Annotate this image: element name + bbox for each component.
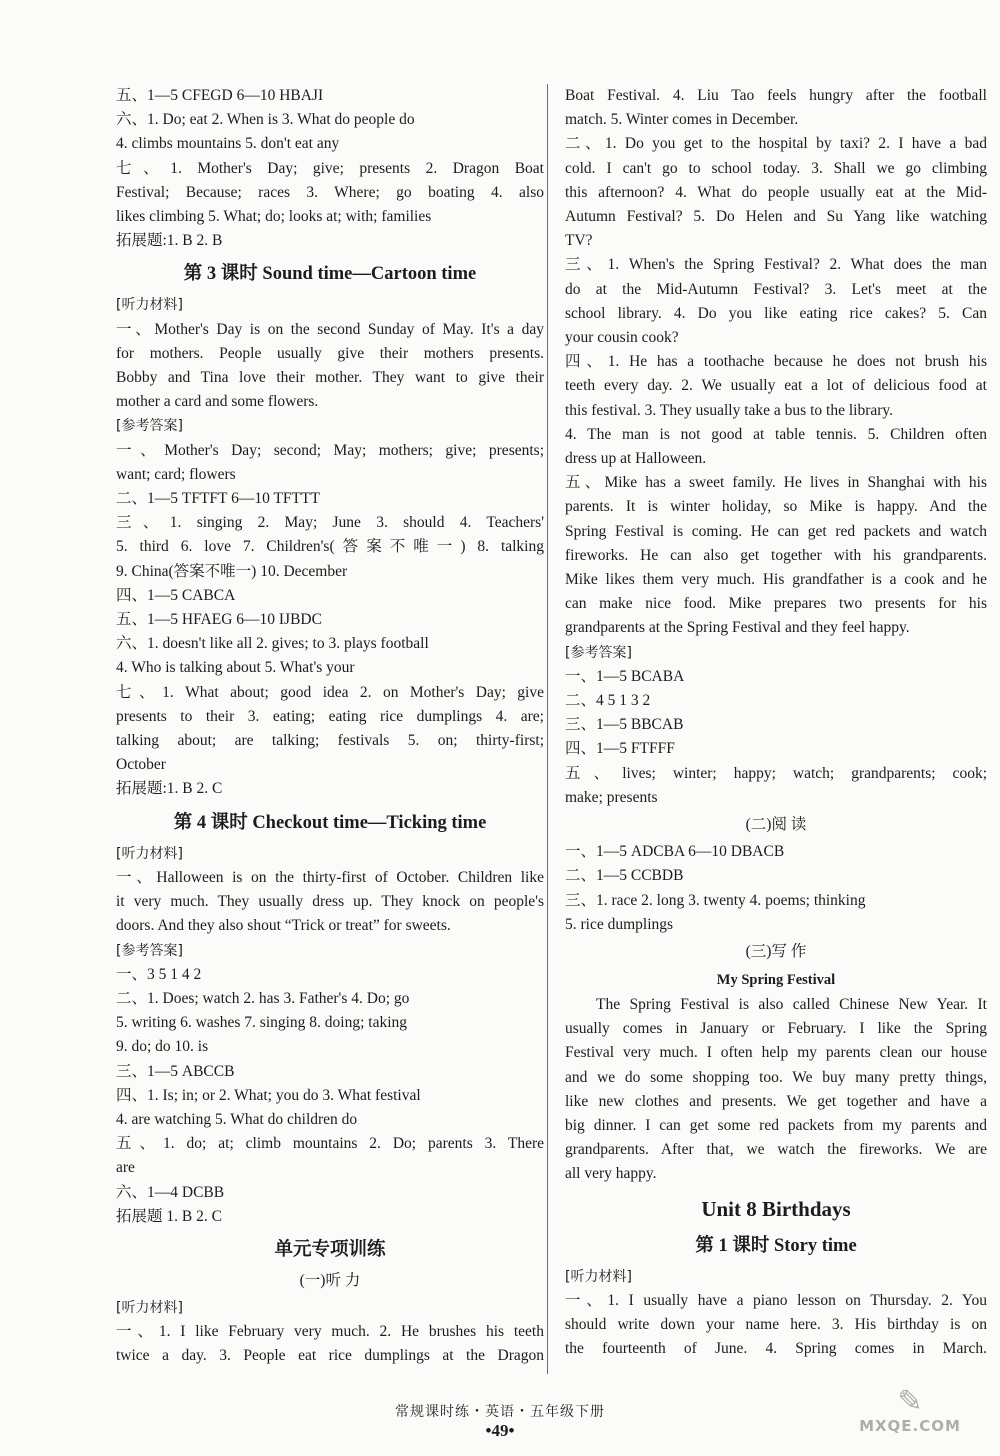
text-line: 5. third 6. love 7. Children's(答案不唯一) 8. talking <box>116 538 544 556</box>
text-line: 5. writing 6. washes 7. singing 8. doing; taking <box>116 1014 408 1032</box>
text-line: 五、lives; winter; happy; watch; grandparents; cook; <box>565 764 987 782</box>
footer-book-title: 常规课时练・英语・五年级下册 <box>395 1404 605 1420</box>
left-column <box>116 84 544 1369</box>
text-line: like new clothes and presents. We get together and have a <box>565 1092 987 1110</box>
text-line: parents. It is winter holiday, so Mike is happy. And the <box>565 498 987 516</box>
text-line: grandparents at the Spring Festival and they feel happy. <box>565 619 910 637</box>
text-line: 一、Halloween is on the thirty-first of October. Children like <box>116 868 544 886</box>
text-line: the fourteenth of June. 4. Spring comes in March. <box>565 1340 987 1358</box>
text-line: 五、1—5 CFEGD 6—10 HBAJI <box>116 87 324 104</box>
text-line: match. 5. Winter comes in December. <box>565 111 799 129</box>
unit-title: Unit 8 Birthdays <box>701 1196 851 1221</box>
text-line: usually comes in January or February. I like the Spring <box>565 1020 987 1038</box>
text-line: 三、1. When's the Spring Festival? 2. What does the man <box>565 256 987 274</box>
text-line: all very happy. <box>565 1165 657 1183</box>
text-line: Mike likes them very much. His grandfather is a cook and he <box>565 571 987 589</box>
text-line: 二、1—5 TFTFT 6—10 TFTTT <box>116 490 320 508</box>
text-line: 三、1. race 2. long 3. twenty 4. poems; thinking <box>565 891 866 909</box>
column-divider <box>547 84 548 1374</box>
subsection-heading: (一)听 力 <box>299 1271 361 1289</box>
answer-stamp-icon: ✎ <box>897 1384 923 1419</box>
text-line: 二、1—5 CCBDB <box>565 867 684 885</box>
text-line: 六、1. doesn't like all 2. gives; to 3. plays football <box>116 635 429 653</box>
text-line: 七、1. What about; good idea 2. on Mother's Day; give <box>116 683 544 701</box>
text-line: talking about; are talking; festivals 5. on; thirty-first; <box>116 732 544 750</box>
text-line: 四、1. Is; in; or 2. What; you do 3. What festival <box>116 1086 421 1104</box>
bracket-label: [听力材料] <box>116 845 183 862</box>
text-line: 四、1—5 CABCA <box>116 586 236 604</box>
text-line: presents to their 3. eating; eating rice dumplings 4. are; <box>116 707 544 725</box>
section-heading: 第 1 课时 Story time <box>695 1235 857 1256</box>
text-line: Festival; Because; races 3. Where; go boating 4. also <box>116 183 544 201</box>
subsection-heading: (二)阅 读 <box>745 816 807 834</box>
watermark <box>840 1386 980 1436</box>
section-heading: 第 4 课时 Checkout time—Ticking time <box>173 812 487 833</box>
bracket-label: [参考答案] <box>565 644 632 661</box>
text-line: fireworks. He can also get together with his grandparents. <box>565 546 987 564</box>
right-column <box>565 84 987 1361</box>
text-line: 五、1—5 HFAEG 6—10 IJBDC <box>116 611 322 629</box>
text-line: October <box>116 756 166 774</box>
text-line: 4. are watching 5. What do children do <box>116 1110 358 1128</box>
text-line: Boat Festival. 4. Liu Tao feels hungry after the football <box>565 87 987 104</box>
text-line: doors. And they also shout “Trick or treat” for sweets. <box>116 917 451 935</box>
text-line: 拓展题:1. B 2. B <box>116 232 223 250</box>
text-line: Bobby and Tina love their mother. They want to give their <box>116 369 544 387</box>
text-line: 9. China(答案不唯一) 10. December <box>116 562 348 580</box>
text-line: can make nice food. Mike prepares two presents for his <box>565 595 987 613</box>
subsection-heading: (三)写 作 <box>745 942 807 960</box>
text-line: 一、Mother's Day is on the second Sunday of May. It's a day <box>116 320 544 338</box>
text-line: 拓展题 1. B 2. C <box>116 1207 222 1225</box>
text-line: dress up at Halloween. <box>565 450 707 468</box>
text-line: it very much. They usually dress up. They knock on people's <box>116 893 544 911</box>
text-line: make; presents <box>565 788 658 806</box>
text-line: 4. The man is not good at table tennis. 5. Children often <box>565 425 987 443</box>
text-line: teeth every day. 2. We usually eat a lot of delicious food at <box>565 377 987 395</box>
text-line: your cousin cook? <box>565 329 679 347</box>
text-line: 二、1. Does; watch 2. has 3. Father's 4. Do; go <box>116 989 410 1007</box>
text-line: this festival. 3. They usually take a bus to the library. <box>565 401 894 419</box>
text-line: The Spring Festival is also called Chinese New Year. It <box>596 995 987 1013</box>
text-line: 四、1—5 FTFFF <box>565 740 675 758</box>
text-line: 四、1. He has a toothache because he does not brush his <box>565 353 987 371</box>
footer-page-number: •49• <box>485 1421 515 1440</box>
text-line: twice a day. 3. People eat rice dumplings at the Dragon <box>116 1347 544 1365</box>
text-line: want; card; flowers <box>116 465 236 483</box>
text-line: 二、1. Do you get to the hospital by taxi? 2. I have a bad <box>565 135 987 153</box>
text-line: 六、1. Do; eat 2. When is 3. What do people do <box>116 111 415 129</box>
text-line: 拓展题:1. B 2. C <box>116 780 223 798</box>
text-line: 五、Mike has a sweet family. He lives in Shanghai with his <box>565 474 987 492</box>
watermark-text: MXQE.COM <box>859 1417 961 1435</box>
text-line: cold. I can't go to school today. 3. Shall we go climbing <box>565 159 987 177</box>
text-line: mother a card and some flowers. <box>116 393 319 411</box>
text-line: this afternoon? 4. What do people usually eat at the Mid- <box>565 183 987 201</box>
text-line: big dinner. I can get some red packets from my parents and <box>565 1116 987 1134</box>
text-line: Festival very much. I often help my parents clean our house <box>565 1044 987 1062</box>
bracket-label: [听力材料] <box>116 1299 183 1316</box>
text-line: 一、1. I usually have a piano lesson on Thursday. 2. You <box>565 1291 987 1309</box>
text-line: 4. climbs mountains 5. don't eat any <box>116 135 340 153</box>
text-line: 三、1—5 BBCAB <box>565 716 684 734</box>
text-line: 一、1—5 ADCBA 6—10 DBACB <box>565 843 785 861</box>
text-line: Spring Festival is coming. He can get red packets and watch <box>565 522 987 540</box>
text-line: likes climbing 5. What; do; looks at; with; families <box>116 208 432 226</box>
text-line: for mothers. People usually give their mothers presents. <box>116 344 544 362</box>
text-line: 9. do; do 10. is <box>116 1038 209 1056</box>
text-line: 七、1. Mother's Day; give; presents 2. Dragon Boat <box>116 159 544 177</box>
text-line: 二、4 5 1 3 2 <box>565 692 651 710</box>
text-line: TV? <box>565 232 593 250</box>
text-line: 一、1. I like February very much. 2. He brushes his teeth <box>116 1323 544 1341</box>
text-line: should write down your name here. 3. His birthday is on <box>565 1315 987 1333</box>
text-line: do at the Mid-Autumn Festival? 3. Let's meet at the <box>565 280 987 298</box>
bracket-label: [听力材料] <box>116 297 183 314</box>
bracket-label: [听力材料] <box>565 1268 632 1285</box>
text-line: grandparents. After that, we watch the fireworks. We are <box>565 1141 987 1159</box>
text-line: are <box>116 1159 135 1177</box>
text-line: and we do some shopping too. We buy many pretty things, <box>565 1068 987 1086</box>
text-line: 三、1—5 ABCCB <box>116 1062 235 1080</box>
text-line: Autumn Festival? 5. Do Helen and Su Yang like watching <box>565 208 987 226</box>
bracket-label: [参考答案] <box>116 942 183 959</box>
text-line: 三、1. singing 2. May; June 3. should 4. Teachers' <box>116 514 544 532</box>
text-line: 一、3 5 1 4 2 <box>116 965 202 983</box>
text-line: 一、Mother's Day; second; May; mothers; give; presents; <box>116 441 544 459</box>
text-line: school library. 4. Do you like eating rice cakes? 5. Can <box>565 304 987 322</box>
text-line: 一、1—5 BCABA <box>565 667 685 685</box>
text-line: 4. Who is talking about 5. What's your <box>116 659 355 677</box>
text-line: 六、1—4 DCBB <box>116 1183 225 1201</box>
text-line: 五、1. do; at; climb mountains 2. Do; parents 3. There <box>116 1135 544 1153</box>
section-heading: 单元专项训练 <box>274 1239 386 1260</box>
essay-title: My Spring Festival <box>716 971 836 988</box>
bracket-label: [参考答案] <box>116 418 183 435</box>
text-line: 5. rice dumplings <box>565 915 674 933</box>
section-heading: 第 3 课时 Sound time—Cartoon time <box>183 264 477 285</box>
